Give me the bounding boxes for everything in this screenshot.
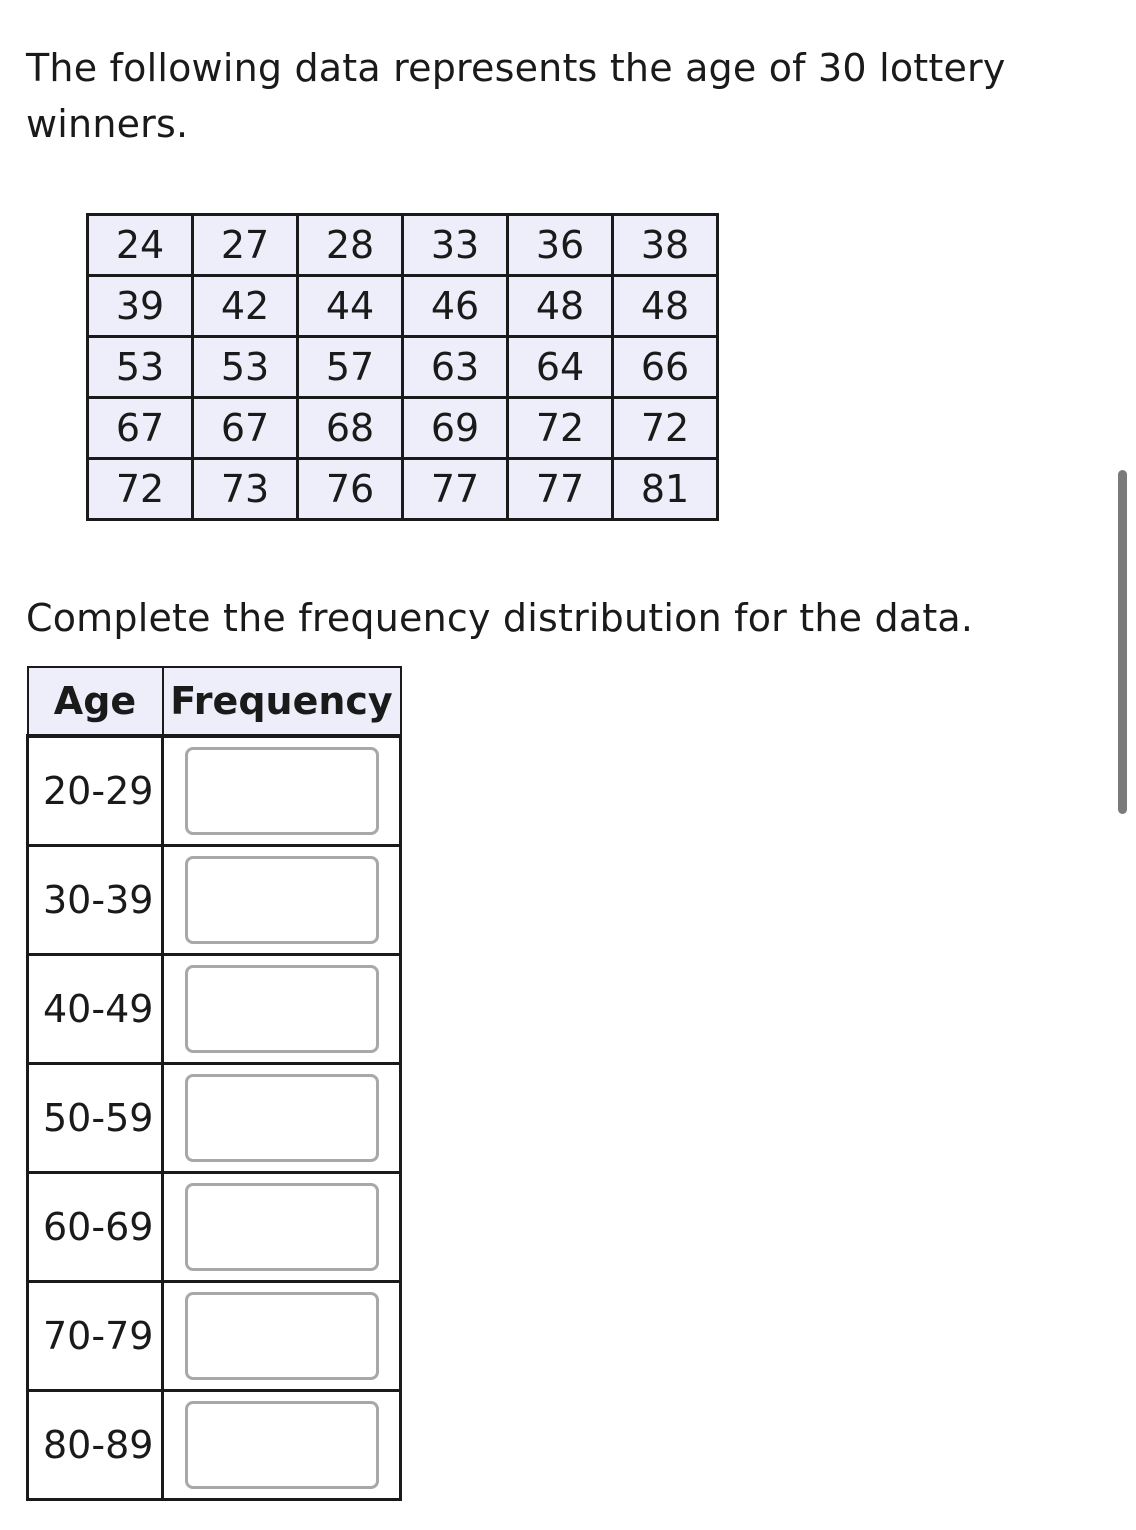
data-cell: 46 <box>403 276 508 337</box>
data-cell: 42 <box>193 276 298 337</box>
data-row <box>88 276 718 337</box>
table-row <box>28 1173 401 1282</box>
age-range-label: 40-49 <box>28 955 163 1064</box>
ages-data-table <box>86 213 719 521</box>
frequency-input-60-69[interactable] <box>185 1183 379 1271</box>
frequency-cell <box>163 736 401 846</box>
data-cell: 44 <box>298 276 403 337</box>
frequency-input-70-79[interactable] <box>185 1292 379 1380</box>
data-row <box>88 398 718 459</box>
data-row <box>88 337 718 398</box>
age-range-label: 30-39 <box>28 846 163 955</box>
data-cell: 81 <box>613 459 718 520</box>
frequency-cell <box>163 1173 401 1282</box>
frequency-input-30-39[interactable] <box>185 856 379 944</box>
data-cell: 67 <box>88 398 193 459</box>
data-cell: 73 <box>193 459 298 520</box>
data-cell: 28 <box>298 215 403 276</box>
frequency-input-40-49[interactable] <box>185 965 379 1053</box>
data-cell: 72 <box>613 398 718 459</box>
data-cell: 48 <box>508 276 613 337</box>
data-cell: 24 <box>88 215 193 276</box>
age-range-label: 60-69 <box>28 1173 163 1282</box>
frequency-cell <box>163 1282 401 1391</box>
scrollbar-thumb[interactable] <box>1118 470 1127 814</box>
table-row <box>28 1391 401 1500</box>
data-cell: 27 <box>193 215 298 276</box>
frequency-cell <box>163 846 401 955</box>
header-row <box>28 667 401 736</box>
frequency-distribution-table <box>26 666 402 1501</box>
frequency-input-50-59[interactable] <box>185 1074 379 1162</box>
data-cell: 77 <box>403 459 508 520</box>
age-range-label: 80-89 <box>28 1391 163 1500</box>
data-cell: 39 <box>88 276 193 337</box>
data-cell: 48 <box>613 276 718 337</box>
age-range-label: 20-29 <box>28 736 163 846</box>
data-cell: 69 <box>403 398 508 459</box>
table-row <box>28 736 401 846</box>
frequency-cell <box>163 1064 401 1173</box>
data-cell: 68 <box>298 398 403 459</box>
data-cell: 72 <box>508 398 613 459</box>
data-row <box>88 215 718 276</box>
table-row <box>28 1282 401 1391</box>
problem-statement: The following data represents the age of 30 lottery winners. <box>26 46 1006 146</box>
table-row <box>28 846 401 955</box>
data-cell: 53 <box>193 337 298 398</box>
data-cell: 67 <box>193 398 298 459</box>
data-cell: 33 <box>403 215 508 276</box>
frequency-cell <box>163 1391 401 1500</box>
frequency-column-header: Frequency <box>163 667 401 736</box>
data-row <box>88 459 718 520</box>
frequency-input-20-29[interactable] <box>185 747 379 835</box>
data-cell: 64 <box>508 337 613 398</box>
frequency-cell <box>163 955 401 1064</box>
data-cell: 38 <box>613 215 718 276</box>
age-range-label: 50-59 <box>28 1064 163 1173</box>
data-cell: 77 <box>508 459 613 520</box>
table-row <box>28 955 401 1064</box>
instruction-text: Complete the frequency distribution for the data. <box>26 596 974 640</box>
age-column-header: Age <box>28 667 163 736</box>
data-cell: 57 <box>298 337 403 398</box>
data-cell: 53 <box>88 337 193 398</box>
frequency-input-80-89[interactable] <box>185 1401 379 1489</box>
data-cell: 36 <box>508 215 613 276</box>
data-cell: 63 <box>403 337 508 398</box>
data-cell: 76 <box>298 459 403 520</box>
age-range-label: 70-79 <box>28 1282 163 1391</box>
data-cell: 72 <box>88 459 193 520</box>
data-cell: 66 <box>613 337 718 398</box>
table-row <box>28 1064 401 1173</box>
